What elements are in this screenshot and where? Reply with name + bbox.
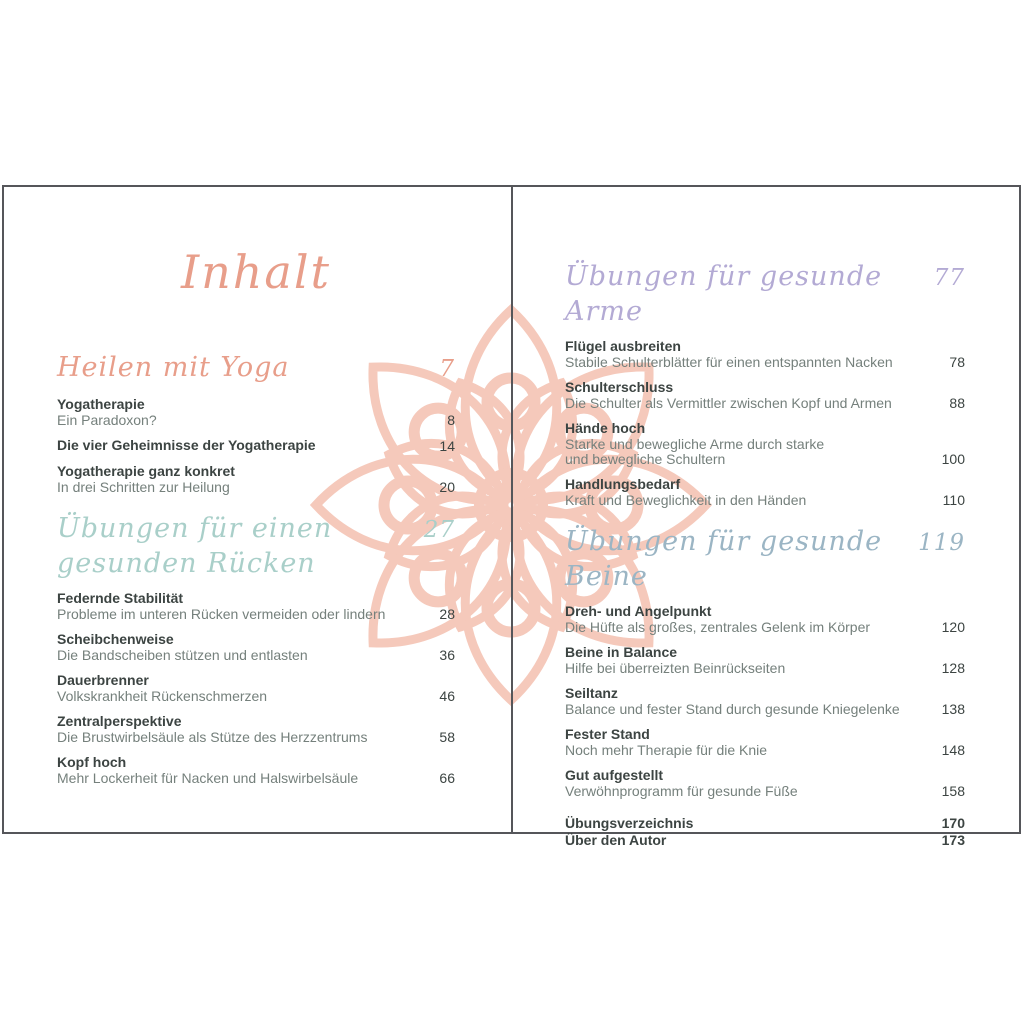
toc-entry-page-number: 58 [439, 729, 455, 745]
toc-entry-text [565, 339, 937, 370]
toc-entry-title: Scheibchenweise [57, 631, 174, 647]
toc-entry-subtitle: Balance und fester Stand durch gesunde Kniegelenke [565, 701, 900, 717]
toc-section [57, 511, 455, 786]
toc-entry-page-number: 8 [447, 412, 455, 428]
toc-entry-page-number: 28 [439, 606, 455, 622]
toc-entry-subtitle: Die Schulter als Vermittler zwischen Kopf und Armen [565, 395, 892, 411]
toc-entry-subtitle: Mehr Lockerheit für Nacken und Halswirbelsäule [57, 770, 359, 786]
toc-entry-text [57, 755, 427, 786]
toc-entry-text [565, 380, 937, 411]
toc-entry-page-number: 20 [439, 479, 455, 495]
toc-entry-page-number: 100 [941, 451, 965, 467]
toc-entry-page-number: 110 [942, 492, 965, 508]
page-right [565, 187, 965, 849]
section-head [57, 511, 455, 581]
toc-entry [57, 591, 455, 622]
toc-entry-text [565, 686, 930, 717]
toc-entry-text [565, 727, 930, 758]
toc-entry-text [57, 397, 435, 428]
toc-entry-text [57, 714, 427, 745]
toc-entry-title: Federnde Stabilität [57, 590, 184, 606]
toc-entry-title: Beine in Balance [565, 644, 678, 660]
section-page-number: 27 [423, 517, 455, 543]
page-left [57, 187, 455, 796]
toc-entry-title: Die vier Geheimnisse der Yogatherapie [57, 437, 316, 453]
toc-entry [57, 438, 455, 454]
toc-entry-subtitle: Volkskrankheit Rückenschmerzen [57, 688, 268, 704]
toc-entry-page-number: 36 [439, 647, 455, 663]
section-heading: Übungen für einen gesunden Rücken [57, 513, 333, 579]
toc-entry-page-number: 66 [439, 770, 455, 786]
toc-entry-subtitle: und bewegliche Schultern [565, 451, 726, 467]
toc-entry-text [565, 645, 930, 676]
toc-entry-page-number: 88 [949, 395, 965, 411]
section-page-number: 7 [439, 356, 455, 382]
toc-entry [57, 714, 455, 745]
toc-entry-text [565, 604, 930, 635]
backmatter-page-number: 173 [941, 832, 965, 848]
section-head [565, 524, 965, 594]
toc-section [565, 524, 965, 799]
section-page-number: 77 [933, 265, 965, 291]
backmatter-title: Über den Autor [565, 832, 667, 848]
toc-entry-subtitle: Die Brustwirbelsäule als Stütze des Herzzentrums [57, 729, 368, 745]
toc-entry-subtitle: Noch mehr Therapie für die Knie [565, 742, 768, 758]
toc-entry [565, 604, 965, 635]
section-head [57, 350, 455, 387]
backmatter [565, 815, 965, 849]
backmatter-row [565, 832, 965, 849]
toc-entry [57, 397, 455, 428]
toc-entry-page-number: 138 [941, 701, 965, 717]
toc-entry-subtitle: Ein Paradoxon? [57, 412, 157, 428]
toc-entry-subtitle: Die Bandscheiben stützen und entlasten [57, 647, 308, 663]
toc-entry [565, 768, 965, 799]
toc-entry-subtitle: Die Hüfte als großes, zentrales Gelenk im Körper [565, 619, 871, 635]
toc-entry-subtitle: Stabile Schulterblätter für einen entspannten Nacken [565, 354, 893, 370]
toc-entry-page-number: 46 [439, 688, 455, 704]
toc-entry-title: Zentralperspektive [57, 713, 182, 729]
toc-entry-subtitle: Probleme im unteren Rücken vermeiden oder lindern [57, 606, 386, 622]
toc-entry-title: Fester Stand [565, 726, 650, 742]
toc-entry [565, 645, 965, 676]
section-heading: Übungen für gesunde Arme [565, 261, 883, 327]
backmatter-row [565, 815, 965, 832]
section-heading: Heilen mit Yoga [57, 352, 290, 383]
book-spread [2, 185, 1021, 848]
toc-entry-text [57, 591, 427, 622]
toc-entry-page-number: 158 [941, 783, 965, 799]
toc-entry-subtitle: Hilfe bei überreizten Beinrückseiten [565, 660, 786, 676]
toc-section [565, 259, 965, 508]
toc-entry-text [57, 464, 427, 495]
toc-entry [565, 339, 965, 370]
toc-entry-title: Dauerbrenner [57, 672, 149, 688]
toc-entry-text [565, 421, 930, 467]
toc-entry-title: Yogatherapie [57, 396, 145, 412]
toc-entry-title: Flügel ausbreiten [565, 338, 681, 354]
left-sections [57, 350, 455, 786]
section-head [565, 259, 965, 329]
toc-entry-text [565, 477, 931, 508]
toc-entry-page-number: 120 [941, 619, 965, 635]
toc-entry-page-number: 128 [941, 660, 965, 676]
toc-entry [565, 686, 965, 717]
book-spine [511, 187, 513, 832]
toc-entry [57, 464, 455, 495]
toc-entry [57, 673, 455, 704]
toc-entry-subtitle: Kraft und Beweglichkeit in den Händen [565, 492, 807, 508]
toc-entry-title: Kopf hoch [57, 754, 127, 770]
toc-entry-subtitle: Starke und bewegliche Arme durch starke [565, 436, 825, 452]
toc-entry-title: Schulterschluss [565, 379, 674, 395]
toc-entry [565, 380, 965, 411]
right-sections [565, 259, 965, 799]
page-title: Inhalt [180, 245, 332, 299]
toc-entry-title: Yogatherapie ganz konkret [57, 463, 235, 479]
toc-entry-text [57, 438, 427, 454]
toc-entry-text [565, 768, 930, 799]
toc-entry [565, 421, 965, 467]
toc-entry-page-number: 14 [439, 438, 455, 454]
toc-entry-title: Seiltanz [565, 685, 618, 701]
toc-entry-subtitle: In drei Schritten zur Heilung [57, 479, 230, 495]
toc-entry [57, 632, 455, 663]
section-heading: Übungen für gesunde Beine [565, 526, 883, 592]
toc-entry-text [57, 673, 427, 704]
toc-entry [565, 477, 965, 508]
toc-entry-page-number: 78 [949, 354, 965, 370]
toc-entry-subtitle: Verwöhnprogramm für gesunde Füße [565, 783, 798, 799]
backmatter-page-number: 170 [941, 815, 965, 831]
toc-section [57, 350, 455, 495]
toc-entry-title: Gut aufgestellt [565, 767, 664, 783]
section-page-number: 119 [918, 530, 965, 556]
toc-entry-text [57, 632, 427, 663]
toc-entry [565, 727, 965, 758]
backmatter-title: Übungsverzeichnis [565, 815, 694, 831]
toc-entry [57, 755, 455, 786]
toc-entry-title: Handlungsbedarf [565, 476, 681, 492]
toc-entry-title: Dreh- und Angelpunkt [565, 603, 712, 619]
toc-entry-page-number: 148 [941, 742, 965, 758]
toc-entry-title: Hände hoch [565, 420, 646, 436]
